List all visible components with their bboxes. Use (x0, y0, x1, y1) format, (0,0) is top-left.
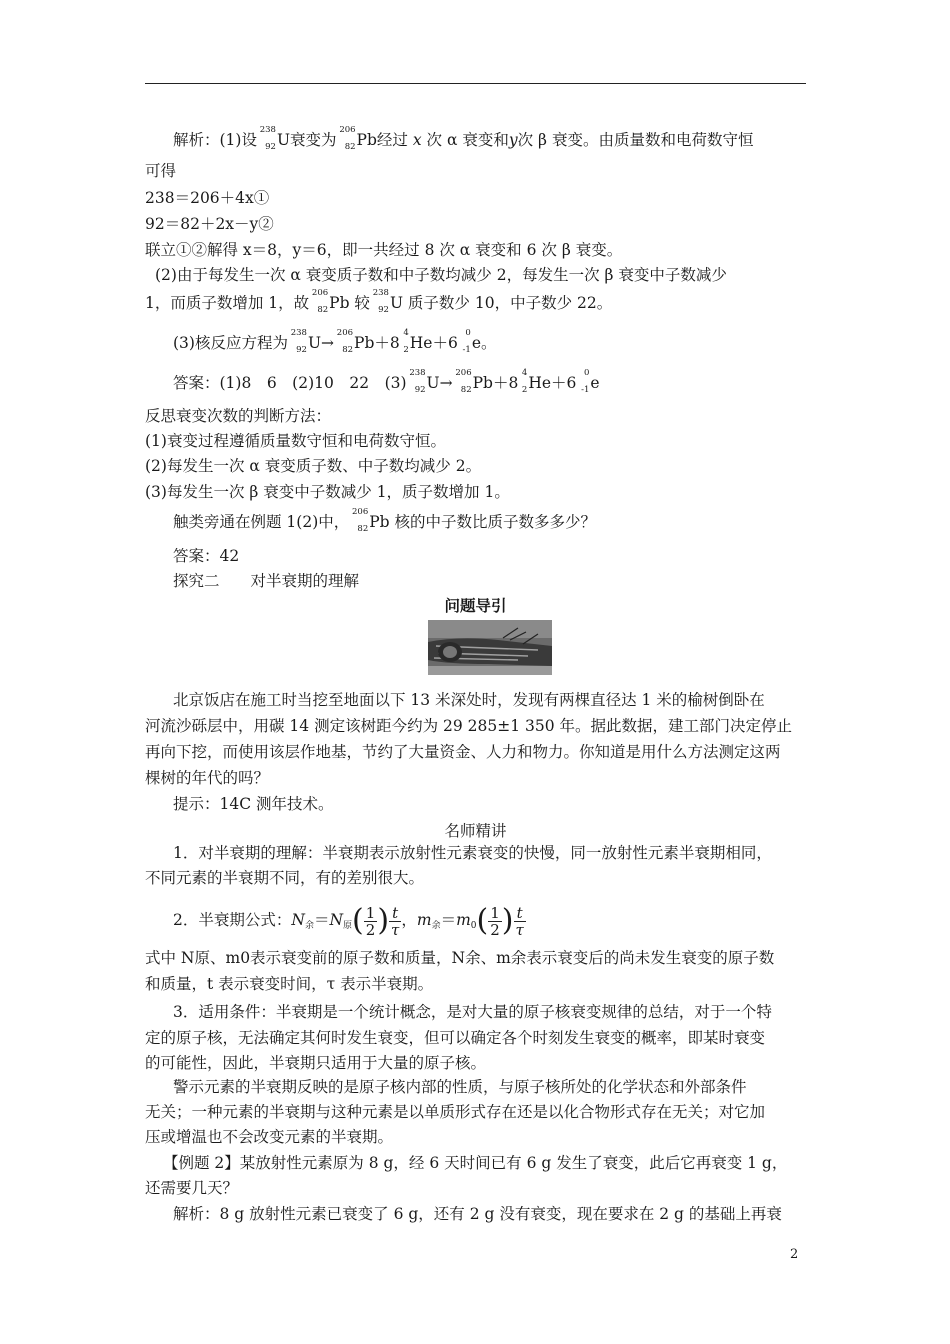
lead-nuclide: 206 82 (311, 288, 329, 315)
answer-line: 答案：(1)8 6 (2)10 22 (3) 238 92 U→ 206 82 Pb＋8 4 2 He＋6 0 -1 e (173, 368, 600, 395)
page-number: 2 (790, 1247, 799, 1262)
elm-log-photo (428, 620, 552, 675)
solution-line-1: 解析：(1)设 238 92 U衰变为 206 82 Pb经过 x 次 α 衰变和y次 β 衰变。由质量数和电荷数守恒 (173, 125, 754, 152)
example-2: 还需要几天？ (145, 1179, 239, 1197)
point-1: 不同元素的半衰期不同，有的差别很大。 (145, 869, 425, 887)
section-heading: 探究二 对半衰期的理解 (173, 572, 360, 590)
equation-1: 238＝206＋4x① (145, 189, 270, 207)
helium-nuclide: 4 2 (403, 328, 409, 355)
hint: 提示：14C 测年技术。 (173, 795, 334, 813)
point-1: 1．对半衰期的理解：半衰期表示放射性元素衰变的快慢，同一放射性元素半衰期相同， (173, 844, 772, 862)
reflection-item: (1)衰变过程遵循质量数守恒和电荷数守恒。 (145, 432, 446, 450)
reflection-item: (3)每发生一次 β 衰变中子数减少 1，质子数增加 1。 (145, 483, 510, 501)
warning: 无关；一种元素的半衰期与这种元素是以单质形式存在还是以化合物形式存在无关；对它加 (145, 1103, 766, 1121)
lead-nuclide: 206 82 (455, 368, 472, 395)
guide-title: 问题导引 (444, 596, 507, 615)
warning: 压或增温也不会改变元素的半衰期。 (145, 1128, 394, 1146)
solution-line-5: 联立①②解得 x＝8，y＝6，即一共经过 8 次 α 衰变和 6 次 β 衰变。 (145, 241, 623, 259)
example-2-solution: 解析：8 g 放射性元素已衰变了 6 g，还有 2 g 没有衰变，现在要求在 2 g 的基础上再衰 (173, 1205, 782, 1223)
guide-para-line: 北京饭店在施工时当挖至地面以下 13 米深处时，发现有两棵直径达 1 米的榆树倒卧在 (173, 691, 765, 709)
header-rule (145, 83, 806, 84)
lead-nuclide: 206 82 (352, 507, 369, 534)
reflection-item: (2)每发生一次 α 衰变质子数、中子数均减少 2。 (145, 457, 482, 475)
master-title: 名师精讲 (444, 822, 507, 840)
guide-para-line: 河流沙砾层中，用碳 14 测定该树距今约为 29 285±1 350 年。据此数据，建工部门决定停止 (145, 717, 793, 735)
half-life-formula: 2．半衰期公式：$N_余=N_原$( $\frac{1}{2}$ ) $\frac{t}{\tau}$ ，$m_余=m_0$( $\frac{1}{2}$ ) $\frac{t}{\tau}$ (173, 903, 524, 939)
solution-line-6: (2)由于每发生一次 α 衰变质子数和中子数均减少 2，每发生一次 β 衰变中子数减少 (155, 266, 727, 284)
point-3: 定的原子核，无法确定其何时发生衰变，但可以确定各个时刻发生衰变的概率，即某时衰变 (145, 1029, 766, 1047)
extension-question: 触类旁通在例题 1(2)中， 206 82 Pb 核的中子数比质子数多多少？ (173, 507, 597, 534)
equation-2: 92＝82＋2x－y② (145, 215, 274, 233)
point-3: 的可能性，因此，半衰期只适用于大量的原子核。 (145, 1054, 487, 1072)
electron-symbol: 0 -1 (581, 368, 590, 395)
uranium-nuclide: 238 92 (409, 368, 426, 395)
reaction-equation: (3)核反应方程为 238 92 U→ 206 82 Pb＋8 4 2 He＋6 0 -1 e。 (173, 328, 497, 355)
helium-nuclide: 4 2 (521, 368, 528, 395)
lead-nuclide: 206 82 (336, 328, 354, 355)
point-3: 3．适用条件：半衰期是一个统计概念，是对大量的原子核衰变规律的总结，对于一个特 (173, 1003, 772, 1021)
lead-nuclide: 206 82 (339, 125, 356, 152)
uranium-nuclide: 238 92 (290, 328, 307, 355)
guide-para-line: 棵树的年代的吗？ (145, 769, 270, 787)
solution-line-7: 1，而质子数增加 1，故 206 82 Pb 较 238 92 U 质子数少 10，中子数少 22。 (145, 288, 613, 315)
example-2: 【例题 2】某放射性元素原为 8 g，经 6 天时间已有 6 g 发生了衰变，此后它再衰变 1 g， (163, 1154, 788, 1172)
formula-explain: 和质量，t 表示衰变时间，τ 表示半衰期。 (145, 975, 434, 993)
guide-para-line: 再向下挖，而使用该层作地基，节约了大量资金、人力和物力。你知道是用什么方法测定这两 (145, 743, 781, 761)
uranium-nuclide: 238 92 (259, 125, 276, 152)
warning: 警示元素的半衰期反映的是原子核内部的性质，与原子核所处的化学状态和外部条件 (173, 1078, 747, 1096)
reflection-title: 反思衰变次数的判断方法： (145, 407, 332, 425)
electron-symbol: 0 -1 (462, 328, 471, 355)
solution-line-2: 可得 (145, 162, 177, 180)
uranium-nuclide: 238 92 (372, 288, 389, 315)
extension-answer: 答案：42 (173, 547, 240, 565)
formula-explain: 式中 N原、m0表示衰变前的原子数和质量，N余、m余表示衰变后的尚未发生衰变的原子数 (145, 949, 775, 967)
